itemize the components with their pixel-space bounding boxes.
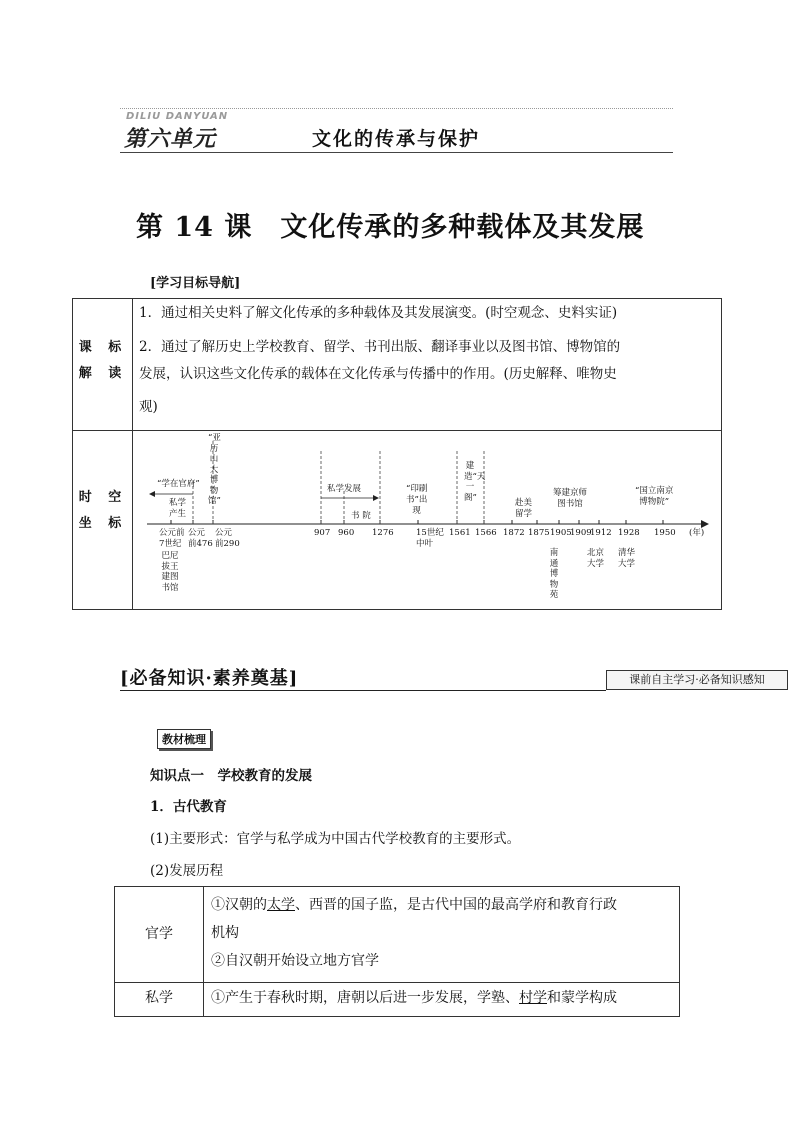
table-divider — [203, 887, 204, 1016]
label-sixue-fazhan: 私学发展 — [327, 484, 362, 494]
tick-label: 907 — [314, 528, 331, 538]
label-fumei: 赴美 留学 — [515, 498, 533, 519]
subheading: 1．古代教育 — [150, 799, 227, 815]
row-head-sixue: 私学 — [145, 990, 173, 1006]
tick-label: (年) — [689, 528, 705, 538]
tick-label: 1909 — [570, 528, 592, 538]
tick-label: 15世纪 中叶 — [416, 528, 444, 549]
tick-label: 1561 — [449, 528, 471, 538]
tick-label: 1872 — [503, 528, 525, 538]
banner-bottom-rule — [120, 152, 673, 153]
goals-nav-title: [学习目标导航] — [150, 276, 241, 291]
tick-label: 1950 — [654, 528, 676, 538]
paragraph: (2)发展历程 — [150, 863, 224, 879]
tick-label: 公元 前476 — [188, 528, 213, 549]
goal-line: 1．通过相关史料了解文化传承的多种载体及其发展演变。(时空观念、史料实证) — [139, 305, 618, 321]
tick-label: 1928 — [618, 528, 640, 538]
label-beijing: 北京 大学 — [587, 548, 605, 569]
goal-line: 2．通过了解历史上学校教育、留学、书刊出版、翻译事业以及图书馆、博物馆的 — [139, 339, 621, 355]
tick-label: 1912 — [590, 528, 612, 538]
sixue-content: ①产生于春秋时期，唐朝以后进一步发展，学塾、村学和蒙学构成 — [211, 990, 617, 1006]
jiaocai-tag: 教材梳理 — [157, 729, 211, 749]
unit-name: 第六单元 — [124, 127, 217, 152]
section-title: [必备知识·素养奠基] — [120, 668, 299, 689]
label-yalishanda: “亚历山大博物馆” — [208, 433, 221, 506]
tick-label: 公元 前290 — [215, 528, 240, 549]
goal-line: 观) — [139, 399, 158, 415]
tick-label: 1875 — [528, 528, 550, 538]
development-table — [114, 886, 680, 1017]
label-yinshua: “印刷 书”出 现 — [406, 484, 428, 516]
row-head-guanxue: 官学 — [145, 926, 173, 942]
section-tag: 课前自主学习·必备知识感知 — [606, 670, 788, 690]
label-sixue-chansheng: 私学 产生 — [169, 498, 187, 519]
paragraph: (1)主要形式：官学与私学成为中国古代学校教育的主要形式。 — [150, 831, 521, 847]
lesson-title: 第 14 课 文化传承的多种载体及其发展 — [136, 212, 645, 243]
tick-label: 960 — [338, 528, 355, 538]
knowledge-point-title: 知识点一 学校教育的发展 — [150, 768, 312, 784]
label-qinghua: 清华 大学 — [618, 548, 636, 569]
table-divider — [115, 982, 679, 983]
timeline — [133, 431, 721, 609]
goals-table — [72, 298, 722, 610]
label-tianyige: 建造“天一阁” — [464, 461, 486, 503]
label-baniba: 巴尼拔王建图书馆 — [161, 551, 179, 593]
timeline-axis — [133, 431, 721, 609]
tick-label: 1905 — [550, 528, 572, 538]
banner-top-rule — [120, 108, 673, 109]
label-choujian: 筹建京师 图书馆 — [553, 488, 588, 509]
unit-pinyin: DILIU DANYUAN — [126, 111, 229, 122]
tick-label: 公元前 7世纪 — [159, 528, 185, 549]
tick-label: 1276 — [372, 528, 394, 538]
label-nantong: 南通博物苑 — [549, 548, 559, 600]
guanxue-content: ①汉朝的太学、西晋的国子监，是古代中国的最高学府和教育行政 机构 ②自汉朝开始设立地方官学 — [211, 897, 617, 969]
row-head-shikong: 时 空 坐 标 — [78, 490, 128, 531]
tick-label: 1566 — [475, 528, 497, 538]
label-shuyuan: 书 院 — [351, 511, 371, 521]
section-rule — [120, 690, 606, 691]
row-head-kebiao: 课 标 解 读 — [78, 340, 128, 381]
unit-theme: 文化的传承与保护 — [312, 128, 481, 150]
goal-line: 发展，认识这些文化传承的载体在文化传承与传播中的作用。(历史解释、唯物史 — [139, 366, 617, 382]
label-xuezaiguanfu: “学在官府” — [157, 479, 200, 489]
label-nanjing: “国立南京 博物院” — [635, 486, 674, 507]
